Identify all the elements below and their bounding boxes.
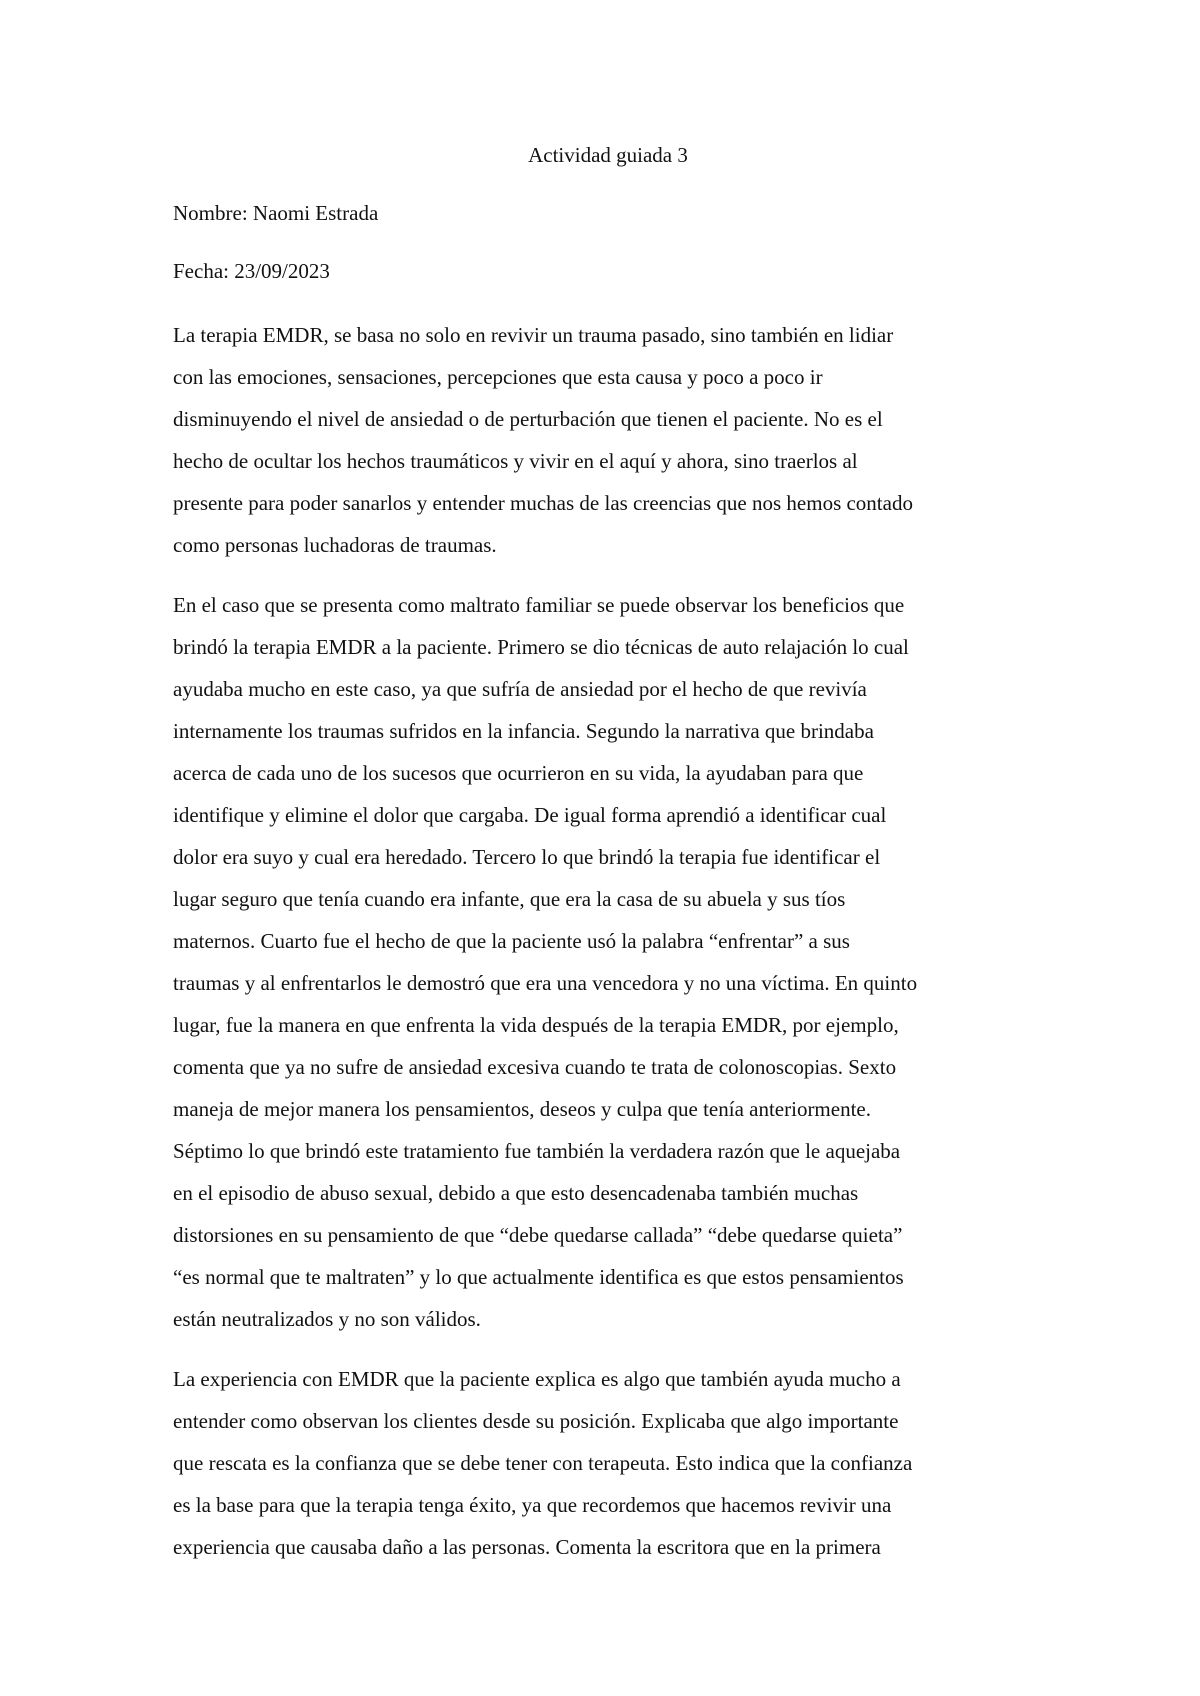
text-line: entender como observan los clientes desde su posición. Explicaba que algo importante (173, 1409, 899, 1433)
paragraph (173, 314, 1043, 566)
document-title: Actividad guiada 3 (528, 143, 688, 167)
text-line: lugar, fue la manera en que enfrenta la vida después de la terapia EMDR, por ejemplo, (173, 1013, 899, 1037)
text-line: Séptimo lo que brindó este tratamiento fue también la verdadera razón que le aquejaba (173, 1139, 901, 1163)
text-line: internamente los traumas sufridos en la infancia. Segundo la narrativa que brindaba (173, 719, 874, 743)
text-line: hecho de ocultar los hechos traumáticos y vivir en el aquí y ahora, sino traerlos al (173, 449, 858, 473)
text-line: como personas luchadoras de traumas. (173, 533, 497, 557)
text-line: presente para poder sanarlos y entender muchas de las creencias que nos hemos contado (173, 491, 913, 515)
text-line: están neutralizados y no son válidos. (173, 1307, 481, 1331)
text-line: comenta que ya no sufre de ansiedad excesiva cuando te trata de colonoscopias. Sexto (173, 1055, 897, 1079)
text-line: “es normal que te maltraten” y lo que actualmente identifica es que estos pensamientos (173, 1265, 904, 1289)
document-body (173, 140, 1043, 1586)
text-line: identifique y elimine el dolor que cargaba. De igual forma aprendió a identificar cual (173, 803, 887, 827)
text-line: distorsiones en su pensamiento de que “debe quedarse callada” “debe quedarse quieta” (173, 1223, 903, 1247)
text-line: experiencia que causaba daño a las personas. Comenta la escritora que en la primera (173, 1535, 881, 1559)
text-line: es la base para que la terapia tenga éxito, ya que recordemos que hacemos revivir una (173, 1493, 892, 1517)
text-line: brindó la terapia EMDR a la paciente. Primero se dio técnicas de auto relajación lo cual (173, 635, 909, 659)
paragraph (173, 1358, 1043, 1568)
text-line: que rescata es la confianza que se debe tener con terapeuta. Esto indica que la confianza (173, 1451, 913, 1475)
text-line: La experiencia con EMDR que la paciente explica es algo que también ayuda mucho a (173, 1367, 901, 1391)
text-line: disminuyendo el nivel de ansiedad o de perturbación que tienen el paciente. No es el (173, 407, 883, 431)
text-line: traumas y al enfrentarlos le demostró que era una vencedora y no una víctima. En quinto (173, 971, 918, 995)
text-line: En el caso que se presenta como maltrato familiar se puede observar los beneficios que (173, 593, 905, 617)
text-line: en el episodio de abuso sexual, debido a que esto desencadenaba también muchas (173, 1181, 859, 1205)
text-line: dolor era suyo y cual era heredado. Tercero lo que brindó la terapia fue identificar el (173, 845, 881, 869)
paragraph (173, 584, 1043, 1340)
student-name: Nombre: Naomi Estrada (173, 201, 379, 225)
document-date: Fecha: 23/09/2023 (173, 259, 330, 283)
text-line: maternos. Cuarto fue el hecho de que la paciente usó la palabra “enfrentar” a sus (173, 929, 850, 953)
text-line: ayudaba mucho en este caso, ya que sufría de ansiedad por el hecho de que revivía (173, 677, 867, 701)
text-line: La terapia EMDR, se basa no solo en revivir un trauma pasado, sino también en lidiar (173, 323, 894, 347)
text-line: acerca de cada uno de los sucesos que ocurrieron en su vida, la ayudaban para que (173, 761, 864, 785)
paragraphs (173, 314, 1043, 1568)
text-line: maneja de mejor manera los pensamientos, deseos y culpa que tenía anteriormente. (173, 1097, 871, 1121)
text-line: lugar seguro que tenía cuando era infante, que era la casa de su abuela y sus tíos (173, 887, 846, 911)
text-line: con las emociones, sensaciones, percepciones que esta causa y poco a poco ir (173, 365, 823, 389)
